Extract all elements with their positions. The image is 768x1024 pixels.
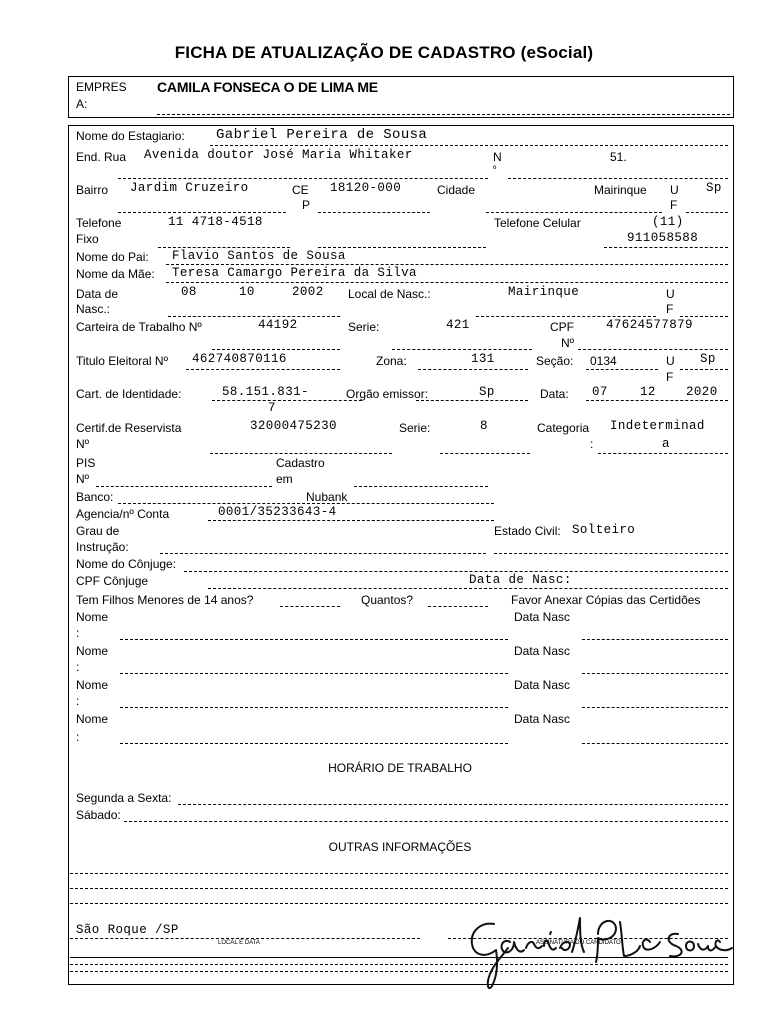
conjuge-cpf-label: CPF Cônjuge: [76, 574, 149, 588]
ctps-label: Carteira de Trabalho Nº: [76, 320, 202, 334]
telefone-fixo-line-2: [318, 247, 486, 248]
bairro-value: Jardim Cruzeiro: [130, 181, 249, 195]
banco-line: [118, 503, 494, 504]
agencia-label: Agencia/nº Conta: [76, 507, 170, 521]
identidade-ano: 2020: [686, 385, 718, 399]
categoria-value-2: a: [662, 437, 670, 451]
numero-label: N: [493, 150, 502, 164]
filho-1-data-line: [582, 639, 728, 640]
empresa-line: [157, 114, 730, 115]
identidade-dia: 07: [592, 385, 608, 399]
uf-label-2: F: [670, 198, 678, 212]
anexar-label: Favor Anexar Cópias das Certidões: [511, 593, 701, 607]
celular-value-2: 911058588: [627, 231, 699, 245]
quantos-label: Quantos?: [361, 593, 414, 607]
semana-line: [178, 804, 728, 805]
mae-value: Teresa Camargo Pereira da Silva: [172, 266, 417, 280]
titulo-uf-line: [680, 369, 728, 370]
telefone-fixo-label: Telefone: [76, 216, 122, 230]
sabado-label: Sábado:: [76, 808, 121, 822]
filho-2-data-line: [582, 673, 728, 674]
orgao-label: Orgão emissor:: [346, 387, 429, 401]
orgao-line: [416, 400, 528, 401]
titulo-line: [186, 369, 340, 370]
cidade-label: Cidade: [437, 183, 476, 197]
empresa-value: CAMILA FONSECA O DE LIMA ME: [157, 79, 378, 95]
telefone-fixo-label-2: Fixo: [76, 232, 99, 246]
agencia-value: 0001/35233643-4: [218, 505, 337, 519]
mae-label: Nome da Mãe:: [76, 267, 155, 281]
filho-4-nome-colon: :: [76, 730, 80, 744]
zona-line: [418, 369, 528, 370]
categoria-label-2: :: [590, 437, 594, 451]
reservista-line: [210, 453, 392, 454]
nascimento-ano: 2002: [292, 285, 324, 299]
celular-line: [604, 247, 728, 248]
outras-title: OUTRAS INFORMAÇÕES: [328, 840, 472, 854]
instrucao-label-2: Instrução:: [76, 540, 129, 554]
filho-2-data-label: Data Nasc: [514, 644, 571, 658]
pis-label-2: Nº: [76, 472, 90, 486]
categoria-label: Categoria: [537, 421, 590, 435]
empresa-label: EMPRES: [76, 80, 127, 94]
cep-label: CE: [292, 183, 309, 197]
identidade-label: Cart. de Identidade:: [76, 387, 182, 401]
ctps-serie-value: 421: [446, 318, 470, 332]
identidade-line: [212, 400, 362, 401]
zona-value: 131: [471, 352, 495, 366]
filho-1-nome-colon: :: [76, 626, 80, 640]
nasc-uf-line: [680, 316, 728, 317]
pis-cadastro-label: Cadastro: [276, 456, 325, 470]
ctps-line: [212, 349, 340, 350]
banco-value: Nubank: [306, 490, 348, 504]
quantos-line: [428, 606, 488, 607]
estagiario-label: Nome do Estagiario:: [76, 129, 185, 143]
secao-line: [586, 369, 658, 370]
mae-line: [166, 282, 728, 283]
local-caption: LOCAL E DATA: [218, 940, 260, 946]
rua-label: End. Rua: [76, 150, 127, 164]
identidade-value-2: 7: [268, 401, 276, 415]
bairro-line: [118, 212, 286, 213]
filho-3-nome-label: Nome: [76, 678, 109, 692]
pis-line: [96, 486, 272, 487]
filho-4-line: [120, 743, 508, 744]
filho-1-nome-label: Nome: [76, 610, 109, 624]
local-nasc-value: Mairinque: [508, 285, 580, 299]
main-form-box: [68, 125, 734, 985]
pai-value: Flavio Santos de Sousa: [172, 249, 346, 263]
estado-civil-value: Solteiro: [572, 523, 636, 537]
uf-value: Sp: [706, 181, 722, 195]
rua-line: [118, 178, 488, 179]
numero-line: [508, 178, 728, 179]
local-value: São Roque /SP: [76, 923, 179, 937]
conjuge-nome-line: [184, 571, 728, 572]
local-nasc-label: Local de Nasc.:: [348, 287, 431, 301]
handwritten-signature: [464, 912, 754, 992]
titulo-label: Titulo Eleitoral Nº: [76, 354, 168, 368]
filho-2-nome-colon: :: [76, 660, 80, 674]
orgao-value: Sp: [479, 385, 495, 399]
numero-value: 51.: [610, 150, 627, 164]
filho-3-nome-colon: :: [76, 694, 80, 708]
pis-cadastro-label-2: em: [276, 472, 293, 486]
ctps-serie-label: Serie:: [348, 320, 380, 334]
filho-3-data-line: [582, 707, 728, 708]
secao-value: 0134: [590, 354, 617, 368]
filhos-line: [280, 606, 340, 607]
conjuge-cpf-line: [208, 588, 728, 589]
reservista-label-2: Nº: [76, 437, 90, 451]
categoria-line: [598, 453, 728, 454]
reservista-serie-line: [440, 453, 530, 454]
filho-3-line: [120, 707, 508, 708]
filho-3-data-label: Data Nasc: [514, 678, 571, 692]
titulo-uf-value: Sp: [700, 352, 716, 366]
cpf-value: 47624577879: [606, 318, 693, 332]
cpf-line: [578, 349, 728, 350]
cep-label-2: P: [302, 198, 311, 212]
nascimento-label: Data de: [76, 287, 119, 301]
pis-cadastro-line: [354, 486, 488, 487]
categoria-value-1: Indeterminad: [610, 419, 705, 433]
cidade-line: [486, 212, 662, 213]
zona-label: Zona:: [376, 354, 407, 368]
form-title: FICHA DE ATUALIZAÇÃO DE CADASTRO (eSocial): [174, 43, 594, 62]
outras-line-2: [70, 888, 728, 889]
semana-label: Segunda a Sexta:: [76, 791, 172, 805]
filhos-label: Tem Filhos Menores de 14 anos?: [76, 593, 254, 607]
ctps-serie-line: [392, 349, 532, 350]
cpf-label: CPF: [550, 320, 574, 334]
filho-4-data-line: [582, 743, 728, 744]
identidade-value-1: 58.151.831-: [222, 385, 309, 399]
pai-label: Nome do Pai:: [76, 250, 149, 264]
pai-line: [166, 264, 728, 265]
estado-civil-line: [494, 553, 728, 554]
filho-4-nome-label: Nome: [76, 712, 109, 726]
reservista-serie-value: 8: [480, 419, 488, 433]
telefone-fixo-line: [158, 247, 290, 248]
conjuge-data-nasc-label: Data de Nasc:: [469, 573, 572, 587]
numero-label-2: º: [493, 164, 497, 174]
local-line: [70, 938, 420, 939]
cidade-value: Mairinque: [594, 183, 647, 197]
cep-value: 18120-000: [330, 181, 402, 195]
horario-title: HORÁRIO DE TRABALHO: [328, 761, 472, 775]
local-nasc-line: [476, 316, 656, 317]
instrucao-label: Grau de: [76, 524, 120, 538]
titulo-uf-label: U: [666, 354, 675, 368]
nascimento-label-2: Nasc.:: [76, 302, 111, 316]
sabado-line: [124, 821, 728, 822]
nasc-uf-label-2: F: [666, 302, 674, 316]
instrucao-line: [160, 553, 486, 554]
titulo-uf-label-2: F: [666, 370, 674, 384]
assinatura-caption: ASSINATURA DO CANDIDATO: [536, 940, 621, 946]
uf-label: U: [670, 183, 679, 197]
identidade-mes: 12: [640, 385, 656, 399]
filho-1-line: [120, 639, 508, 640]
agencia-line: [208, 520, 494, 521]
celular-value-1: (11): [652, 215, 684, 229]
nasc-uf-label: U: [666, 287, 675, 301]
cpf-label-2: Nº: [561, 336, 575, 350]
estado-civil-label: Estado Civil:: [494, 524, 561, 538]
reservista-value: 32000475230: [250, 419, 337, 433]
celular-label: Telefone Celular: [494, 216, 581, 230]
nascimento-line: [168, 316, 340, 317]
identidade-data-label: Data:: [540, 387, 569, 401]
telefone-fixo-value: 11 4718-4518: [168, 215, 263, 229]
filho-2-nome-label: Nome: [76, 644, 109, 658]
ctps-value: 44192: [258, 318, 298, 332]
rua-value: Avenida doutor José Maria Whitaker: [144, 148, 413, 162]
titulo-value: 462740870116: [192, 352, 287, 366]
nascimento-mes: 10: [239, 285, 255, 299]
filho-2-line: [120, 673, 508, 674]
conjuge-nome-label: Nome do Cônjuge:: [76, 557, 177, 571]
estagiario-value: Gabriel Pereira de Sousa: [216, 127, 428, 143]
filho-4-data-label: Data Nasc: [514, 712, 571, 726]
outras-line-3: [70, 903, 728, 904]
empresa-label-2: A:: [76, 97, 88, 111]
banco-label: Banco:: [76, 490, 114, 504]
outras-line-1: [70, 873, 728, 874]
filho-1-data-label: Data Nasc: [514, 610, 571, 624]
uf-line: [686, 212, 728, 213]
bairro-label: Bairro: [76, 183, 109, 197]
secao-label: Seção:: [536, 354, 574, 368]
pis-label: PIS: [76, 456, 96, 470]
nascimento-dia: 08: [181, 285, 197, 299]
estagiario-line: [210, 145, 728, 146]
reservista-label: Certif.de Reservista: [76, 421, 182, 435]
reservista-serie-label: Serie:: [399, 421, 431, 435]
cep-line: [318, 212, 430, 213]
identidade-data-line: [586, 400, 728, 401]
